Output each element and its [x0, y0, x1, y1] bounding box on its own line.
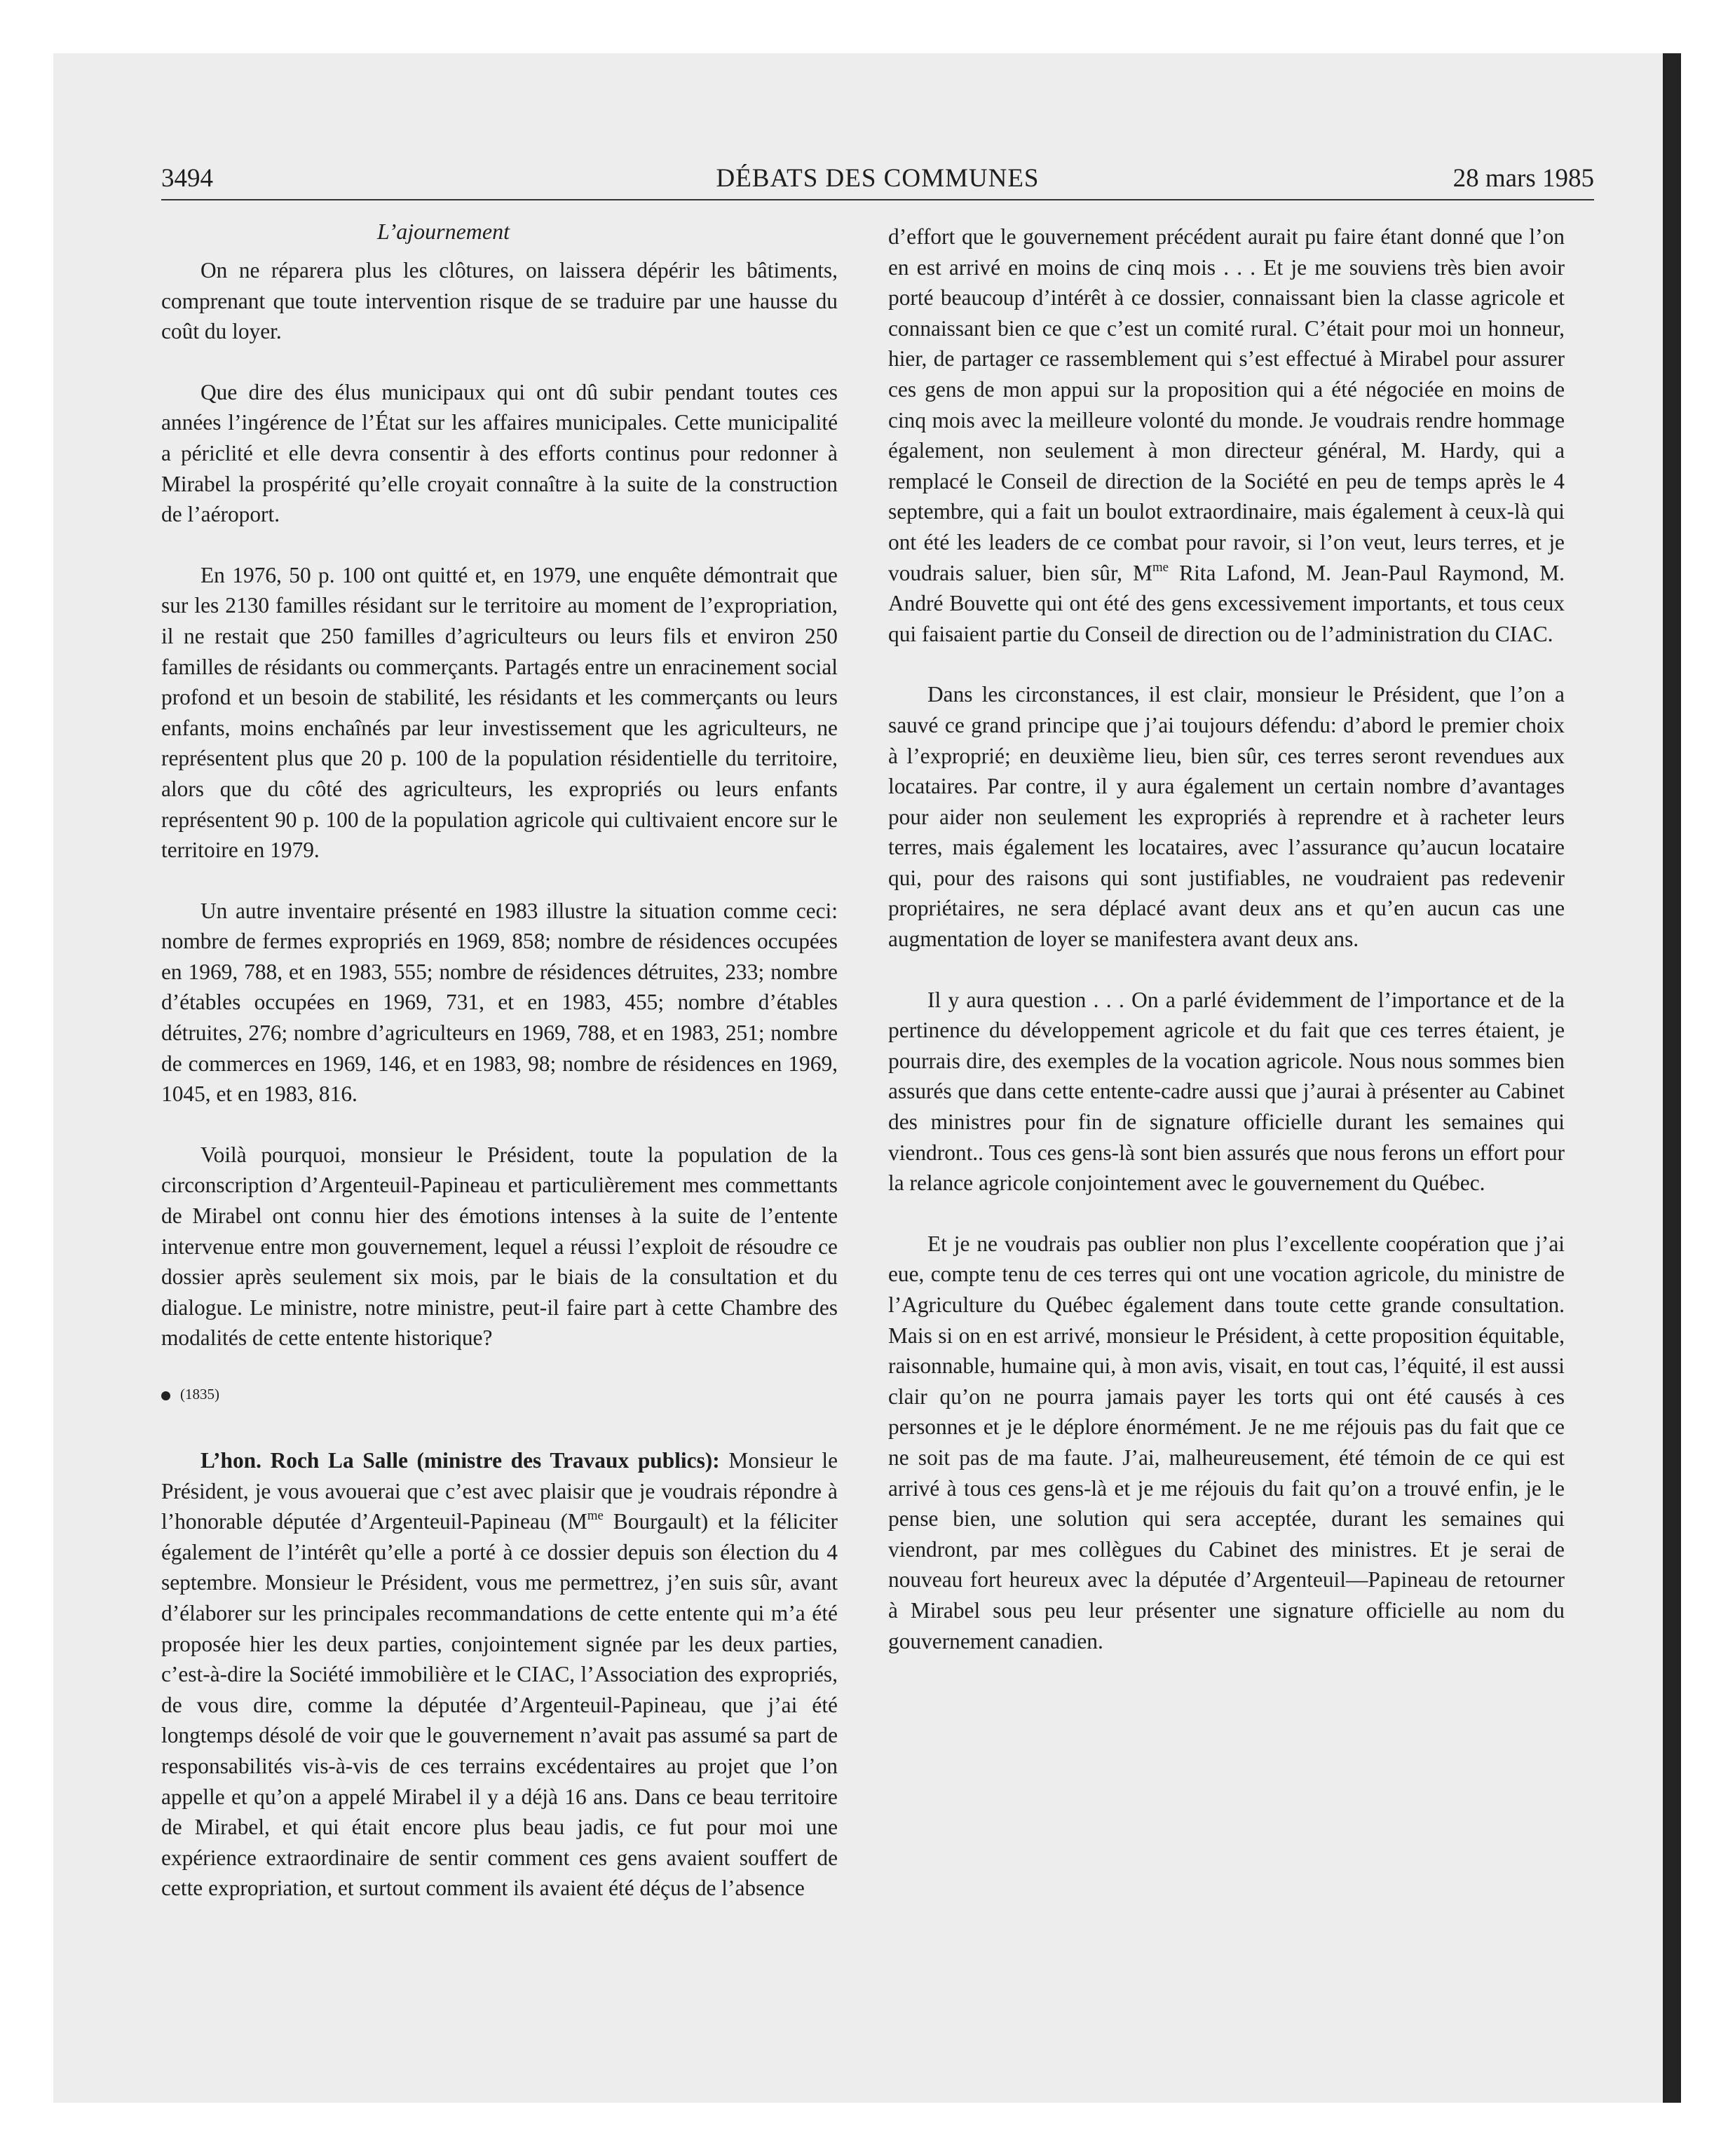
bullet-icon — [161, 1391, 170, 1400]
left-column — [161, 216, 838, 1904]
time-marker-text: (1835) — [180, 1386, 219, 1403]
publication-title: DÉBATS DES COMMUNES — [716, 164, 1040, 193]
paragraph — [888, 221, 1565, 649]
page-number: 3494 — [161, 164, 213, 193]
section-title: L’ajournement — [376, 219, 510, 244]
paragraph: Et je ne voudrais pas oublier non plus l’excellente coopération que j’ai eue, compte tenu de ces terres qui ont une vocation agricole, du ministre de l’Agriculture du Québec également dans toute cette grande consultation. Mais si on en est arrivé, monsieur le Président, à cette proposition équitable, raisonnable, humaine qui, à mon avis, visait, en tout cas, l’équité, il est aussi clair qu’on ne pourra jamais payer les torts qui ont été causés à ces personnes et je le déplore énormément. Je ne me réjouis pas du fait que ce ne soit pas de ma faute. J’ai, malheureusement, été témoin de ce qui est arrivé à tous ces gens-là et je me réjouis du fait qu’on a trouvé enfin, je le pense bien, une solution qui sera acceptée, durant les semaines qui viendront, par mes collègues du Cabinet des ministres. Et je serai de nouveau fort heureux avec la députée d’Argenteuil—Papineau de retourner à Mirabel sous peu leur présenter une signature officielle au nom du gouvernement canadien. — [888, 1231, 1565, 1653]
paragraph: Il y aura question . . . On a parlé évidemment de l’importance et de la pertinence du développement agricole et du fait que ces terres étaient, je pourrais dire, des exemples de la vocation agricole. Nous nous sommes bien assurés que dans cette entente-cadre aussi que j’aurai à présenter au Cabinet des ministres pour fin de signature officielle durant les semaines qui viendront.. Tous ces gens-là sont bien assurés que nous ferons un effort pour la relance agricole conjointement avec le gouvernement du Québec. — [888, 987, 1565, 1196]
paragraph: En 1976, 50 p. 100 ont quitté et, en 1979, une enquête démontrait que sur les 2130 familles résidant sur le territoire au moment de l’expropriation, il ne restait que 250 familles d’agriculteurs ou leurs fils et environ 250 familles de résidants ou commerçants. Partagés entre un enracinement social profond et un besoin de stabilité, les résidants et les commerçants ou leurs enfants, moins enchaînés par leur investissement que les agriculteurs, ne représentent plus que 20 p. 100 de la population résidentielle du territoire, alors que du côté des agriculteurs, les expropriés ou leurs enfants représentent 90 p. 100 de la population agricole qui cultivaient encore sur le territoire en 1979. — [161, 562, 838, 863]
paragraph-text: d’effort que le gouvernement précédent aurait pu faire étant donné que l’on en est arrivé en moins de cinq mois . . . Et je me souviens très bien avoir porté beaucoup d’intérêt à ce dossier, connaissant bien la classe agricole et connaissant bien ce que c’est un comité rural. C’était pour moi un honneur, hier, de partager ce rassemblement qui s’est effectué à Mirabel pour assurer ces gens de mon appui sur la proposition qui a été négociée en moins de cinq mois avec la meilleure volonté du monde. Je voudrais rendre hommage également, non seulement à mon directeur général, M. Hardy, qui a remplacé le Conseil de direction de la Société en peu de temps après le 4 septembre, qui a fait un boulot extraordinaire, mais également à ceux-là qui ont été les leaders de ce combat pour ravoir, si l’on veut, leurs terres, et je voudrais saluer, bien sûr, M — [888, 224, 1565, 585]
paragraph: On ne réparera plus les clôtures, on laissera dépérir les bâtiments, comprenant que toute intervention risque de se traduire par une hausse du coût du loyer. — [161, 258, 838, 344]
paragraph: Un autre inventaire présenté en 1983 illustre la situation comme ceci: nombre de fermes expropriés en 1969, 858; nombre de résidences occupées en 1969, 788, et en 1983, 555; nombre de résidences détruites, 233; nombre d’étables occupées en 1969, 731, et en 1983, 455; nombre d’étables détruites, 276; nombre d’agriculteurs en 1969, 788, et en 1983, 251; nombre de commerces en 1969, 146, et en 1983, 98; nombre de résidences en 1969, 1045, et en 1983, 816. — [161, 898, 838, 1107]
paragraph: Que dire des élus municipaux qui ont dû subir pendant toutes ces années l’ingérence de l’État sur les affaires municipales. Cette municipalité a périclité et elle devra consentir à des efforts continus pour redonner à Mirabel la prospérité qu’elle croyait connaître à la suite de la construction de l’aéroport. — [161, 379, 838, 527]
speech-text: Bourgault) et la féliciter également de l’intérêt qu’elle a porté à ce dossier depuis son élection du 4 septembre. Monsieur le Président, vous me permettrez, j’en suis sûr, avant d’élaborer sur les principales recommandations de cette entente qui m’a été proposée hier les deux parties, conjointement signée par les deux parties, c’est-à-dire la Société immobilière et le CIAC, l’Association des expropriés, de vous dire, comme la députée d’Argenteuil-Papineau, que j’ai été longtemps désolé de voir que le gouvernement n’avait pas assumé sa part de responsabilités vis-à-vis de ces terrains excédentaires au projet que l’on appelle et qu’on a appelé Mirabel il y a déjà 16 ans. Dans ce beau territoire de Mirabel, et qui était encore plus beau jadis, ce fut pour moi une expérience extraordinaire de sentir comment ces gens avaient souffert de cette expropriation, et surtout comment ils avaient été déçus de l’absence — [161, 1509, 838, 1901]
superscript: me — [1152, 559, 1169, 575]
page-header — [161, 163, 1594, 195]
speaker-name: L’hon. Roch La Salle (ministre des Travaux publics): — [200, 1448, 720, 1473]
speech-text: Monsieur le Président, je vous avouerai que c’est avec plaisir que je voudrais répondre à l’honorable députée d’Argenteuil-Papineau (M — [161, 1448, 838, 1534]
header-rule — [161, 199, 1594, 200]
paragraph: Voilà pourquoi, monsieur le Président, toute la population de la circonscription d’Argenteuil-Papineau et particulièrement mes commettants de Mirabel ont connu hier des émotions intenses à la suite de l’entente intervenue entre mon gouvernement, lequel a réussi l’exploit de résoudre ce dossier après seulement six mois, par le biais de la consultation et du dialogue. Le ministre, notre ministre, peut-il faire part à cette Chambre des modalités de cette entente historique? — [161, 1142, 838, 1351]
right-column — [888, 221, 1565, 1656]
paragraph-text: Rita Lafond, M. Jean-Paul Raymond, M. André Bouvette qui ont été des gens excessivement importants, et tous ceux qui faisaient partie du Conseil de direction ou de l’administration du CIAC. — [888, 560, 1565, 646]
binding-edge — [1663, 53, 1681, 2103]
time-marker — [161, 1384, 838, 1405]
speech-paragraph — [161, 1445, 838, 1904]
superscript: me — [587, 1508, 604, 1523]
page-date: 28 mars 1985 — [1452, 164, 1594, 193]
paragraph: Dans les circonstances, il est clair, monsieur le Président, que l’on a sauvé ce grand principe que j’ai toujours défendu: d’abord le premier choix à l’exproprié; en deuxième lieu, bien sûr, ces terres seront revendues aux locataires. Par contre, il y aura également un certain nombre d’avantages pour aider non seulement les expropriés à reprendre et à racheter leurs terres, mais également les locataires, avec l’assurance qu’aucun locataire qui, pour des raisons qui sont justifiables, ne voudraient pas redevenir propriétaires, ne sera déplacé avant deux ans et qu’en aucun cas une augmentation de loyer se manifestera avant deux ans. — [888, 682, 1565, 952]
